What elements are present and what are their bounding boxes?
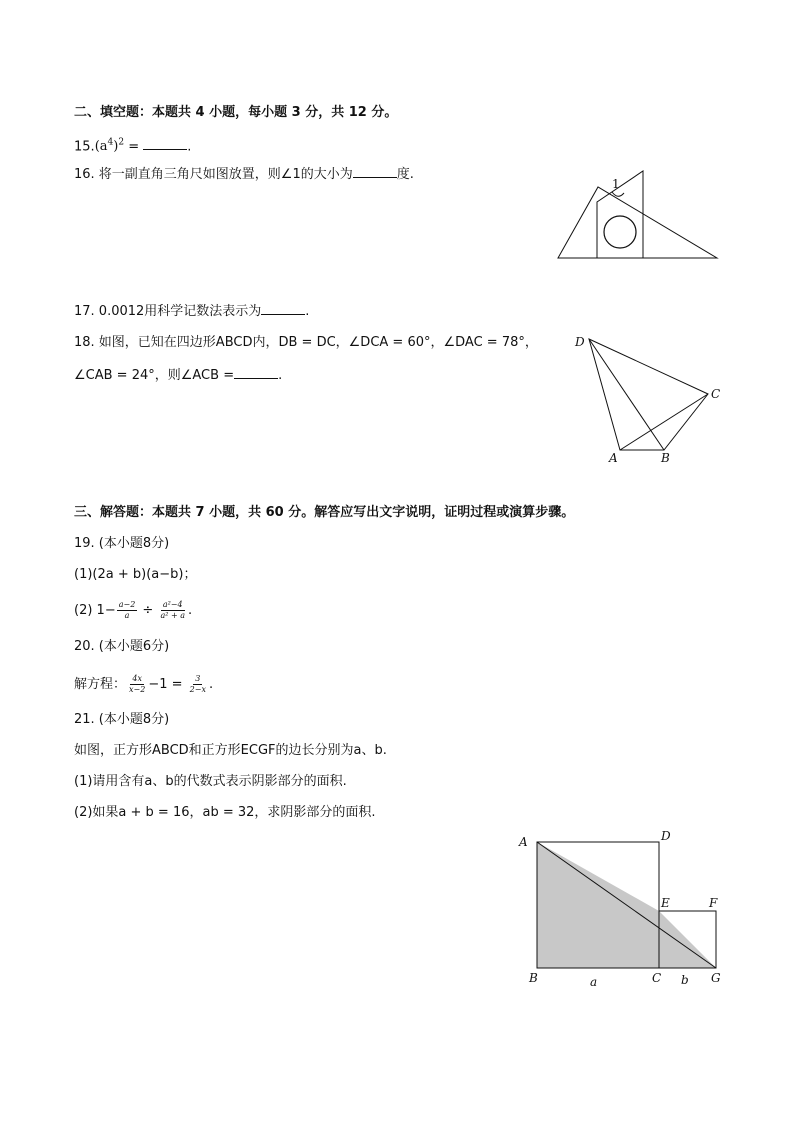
q15-number: 15. — [74, 139, 95, 155]
question-19-part1: (1)(2a + b)(a−b)； — [74, 567, 197, 582]
q19-part2-prefix: (2) 1− — [74, 603, 116, 618]
fraction: $\frac{a-2}{a}$ — [118, 600, 136, 620]
vertex-b-label: B — [529, 971, 538, 985]
angle-1-label: 1 — [612, 177, 620, 191]
q15-base: $(a^4)^2$ — [94, 138, 125, 155]
section-3-heading: 三、解答题：本题共 7 小题，共 60 分。解答应写出文字说明，证明过程或演算步骤。 — [74, 505, 575, 520]
question-21-title: 21. (本小题8分) — [74, 712, 170, 727]
divide-sign: ÷ — [138, 603, 158, 618]
side-b-label: b — [681, 973, 689, 987]
fraction: $\frac{3}{2-x}$ — [189, 674, 206, 694]
q17-text: 17. 0.0012用科学记数法表示为 — [74, 304, 262, 319]
vertex-b-label: B — [661, 451, 670, 465]
vertex-g-label: G — [711, 971, 721, 985]
fraction: $\frac{4x}{x-2}$ — [129, 674, 146, 694]
q20-mid: −1 = — [148, 677, 187, 692]
fraction: $\frac{\text{a²−4}}{\text{a² + a}}$ — [160, 600, 185, 620]
question-20-title: 20. (本小题6分) — [74, 639, 170, 654]
question-21-part1: (1)请用含有a、b的代数式表示阴影部分的面积. — [74, 774, 347, 789]
vertex-a-label: A — [519, 835, 528, 849]
question-18-line1: 18. 如图，已知在四边形ABCD内，DB = DC，∠DCA = 60°，∠DAC = 78°， — [74, 335, 538, 350]
question-19-title: 19. (本小题8分) — [74, 536, 170, 551]
vertex-c-label: C — [652, 971, 662, 985]
question-21-part2: (2)如果a + b = 16，ab = 32，求阴影部分的面积. — [74, 805, 376, 820]
q16-text: 16. 将一副直角三角尺如图放置，则∠1的大小为 — [74, 167, 353, 182]
vertex-d-label: D — [575, 335, 585, 349]
q20-period: . — [208, 677, 214, 692]
q15-equals: = — [124, 139, 144, 155]
vertex-c-label: C — [711, 387, 721, 401]
q15-period: . — [187, 139, 192, 155]
q16-end: 度. — [396, 167, 414, 182]
q18-line2-text: ∠CAB = 24°，则∠ACB = — [74, 368, 235, 383]
question-21-line1: 如图，正方形ABCD和正方形ECGF的边长分别为a、b. — [74, 743, 387, 758]
q19-period: . — [188, 603, 193, 618]
vertex-e-label: E — [661, 896, 670, 910]
vertex-f-label: F — [709, 896, 718, 910]
q18-period: . — [278, 368, 283, 383]
q20-prefix: 解方程： — [74, 677, 127, 692]
q17-period: . — [305, 304, 310, 319]
vertex-d-label: D — [661, 829, 671, 843]
vertex-a-label: A — [609, 451, 618, 465]
side-a-label: a — [590, 975, 598, 989]
section-2-heading: 二、填空题：本题共 4 小题，每小题 3 分，共 12 分。 — [74, 105, 398, 120]
